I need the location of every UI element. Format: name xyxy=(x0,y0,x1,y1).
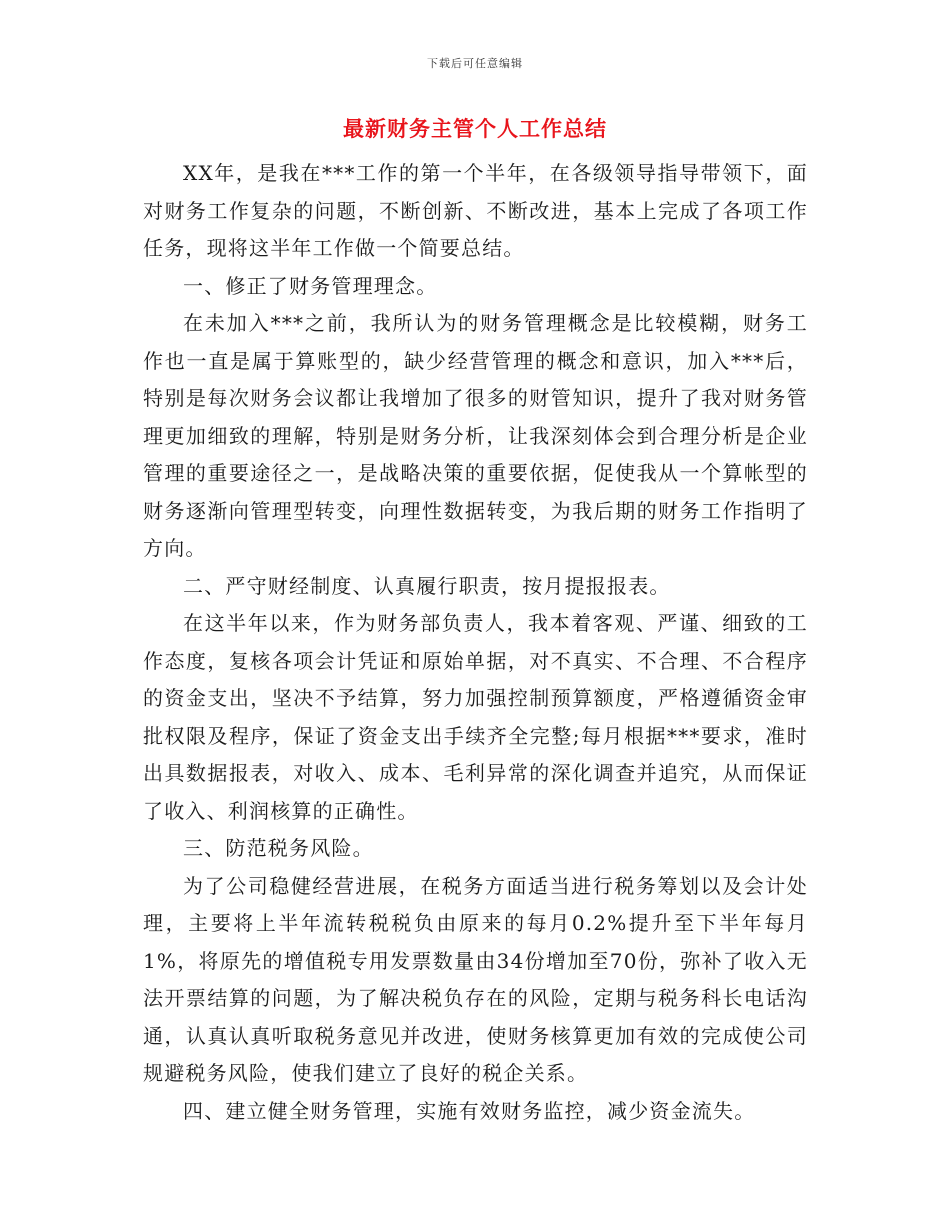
paragraph-section-2: 在这半年以来，作为财务部负责人，我本着客观、严谨、细致的工作态度，复核各项会计凭证和原始单据，对不真实、不合理、不合程序的资金支出，坚决不予结算，努力加强控制预算额度，严格遵循资金审批权限及程序，保证了资金支出手续齐全完整;每月根据***要求，准时出具数据报表，对收入、成本、毛利异常的深化调查并追究，从而保证了收入、利润核算的正确性。 xyxy=(143,611,808,823)
section-heading-1: 一、修正了财务管理理念。 xyxy=(183,273,438,298)
section-heading-3: 三、防范税务风险。 xyxy=(183,836,374,860)
document-title: 最新财务主管个人工作总结 xyxy=(343,117,607,141)
paragraph-section-3: 为了公司稳健经营进展，在税务方面适当进行税务筹划以及会计处理，主要将上半年流转税税负由原来的每月0.2%提升至下半年每月1%，将原先的增值税专用发票数量由34份增加至70份，弥补了收入无法开票结算的问题，为了解决税负存在的风险，定期与税务科长电话沟通，认真认真听取税务意见并改进，使财务核算更加有效的完成使公司规避税务风险，使我们建立了良好的税企关系。 xyxy=(143,873,808,1085)
document-body xyxy=(143,155,808,1130)
header-note: 下载后可任意编辑 xyxy=(427,57,523,70)
paragraph-intro: XX年，是我在***工作的第一个半年，在各级领导指导带领下，面对财务工作复杂的问题，不断创新、不断改进，基本上完成了各项工作任务，现将这半年工作做一个简要总结。 xyxy=(143,161,808,260)
section-heading-4: 四、建立健全财务管理，实施有效财务监控，减少资金流失。 xyxy=(183,1098,756,1123)
paragraph-section-1: 在未加入***之前，我所认为的财务管理概念是比较模糊，财务工作也一直是属于算账型的，缺少经营管理的概念和意识，加入***后，特别是每次财务会议都让我增加了很多的财管知识，提升了我对财务管理更加细致的理解，特别是财务分析，让我深刻体会到合理分析是企业管理的重要途径之一，是战略决策的重要依据，促使我从一个算帐型的财务逐渐向管理型转变，向理性数据转变，为我后期的财务工作指明了方向。 xyxy=(143,311,808,560)
section-heading-2: 二、严守财经制度、认真履行职责，按月提报报表。 xyxy=(183,573,671,598)
